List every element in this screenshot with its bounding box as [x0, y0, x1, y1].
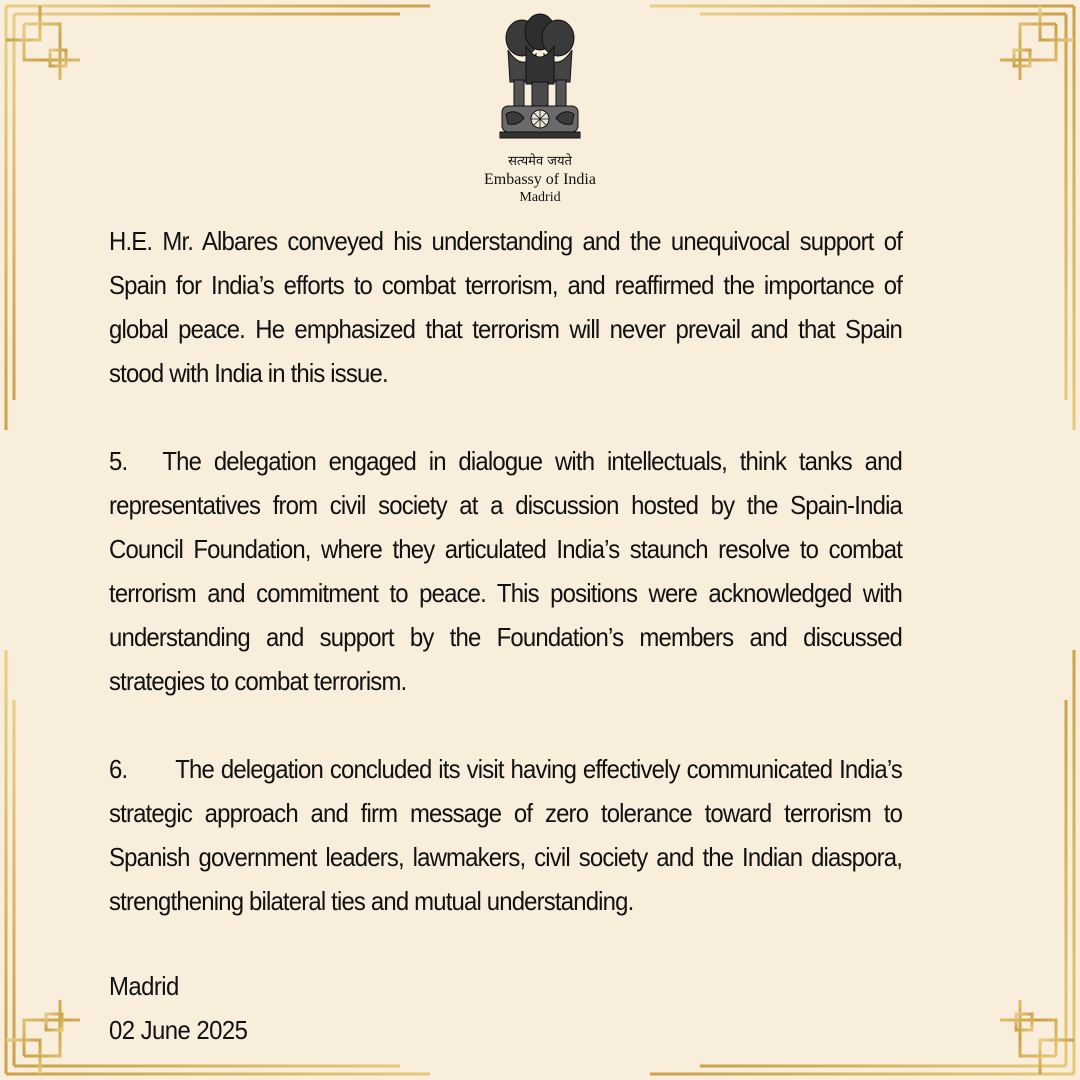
press-release-body [109, 219, 902, 923]
paragraph-albares: H.E. Mr. Albares conveyed his understanding and the unequivocal support of Spain for India’s efforts to combat terrorism, and reaffirmed the importance of global peace. He emphasized that terrorism will never prevail and that Spain stood with India in this issue. [109, 226, 903, 388]
paragraph-6 [109, 747, 902, 923]
paragraph-text: The delegation concluded its visit having effectively communicated India’s strategic approach and firm message of zero tolerance toward terrorism to Spanish government leaders, lawmakers, civil society and the Indian diaspora, strengthening bilateral ties and mutual understanding. [109, 754, 903, 916]
paragraph-text: The delegation engaged in dialogue with intellectuals, think tanks and representatives from civil society at a discussion hosted by the Spain-India Council Foundation, where they articulated India’s staunch resolve to combat terrorism and commitment to peace. This positions were acknowledged with understanding and support by the Foundation’s members and discussed strategies to combat terrorism. [109, 446, 903, 696]
signoff-date: 02 June 2025 [109, 1015, 248, 1045]
national-emblem-icon [490, 10, 590, 152]
paragraph-number: 6. [109, 754, 128, 784]
emblem-motto: सत्यमेव जयते [508, 154, 572, 169]
embassy-name: Embassy of India [484, 171, 596, 188]
embassy-city: Madrid [519, 190, 561, 205]
paragraph-5 [109, 439, 902, 703]
embassy-letterhead [440, 10, 640, 206]
signoff-block [109, 964, 247, 1052]
signoff-place: Madrid [109, 971, 179, 1001]
paragraph-number: 5. [109, 446, 128, 476]
